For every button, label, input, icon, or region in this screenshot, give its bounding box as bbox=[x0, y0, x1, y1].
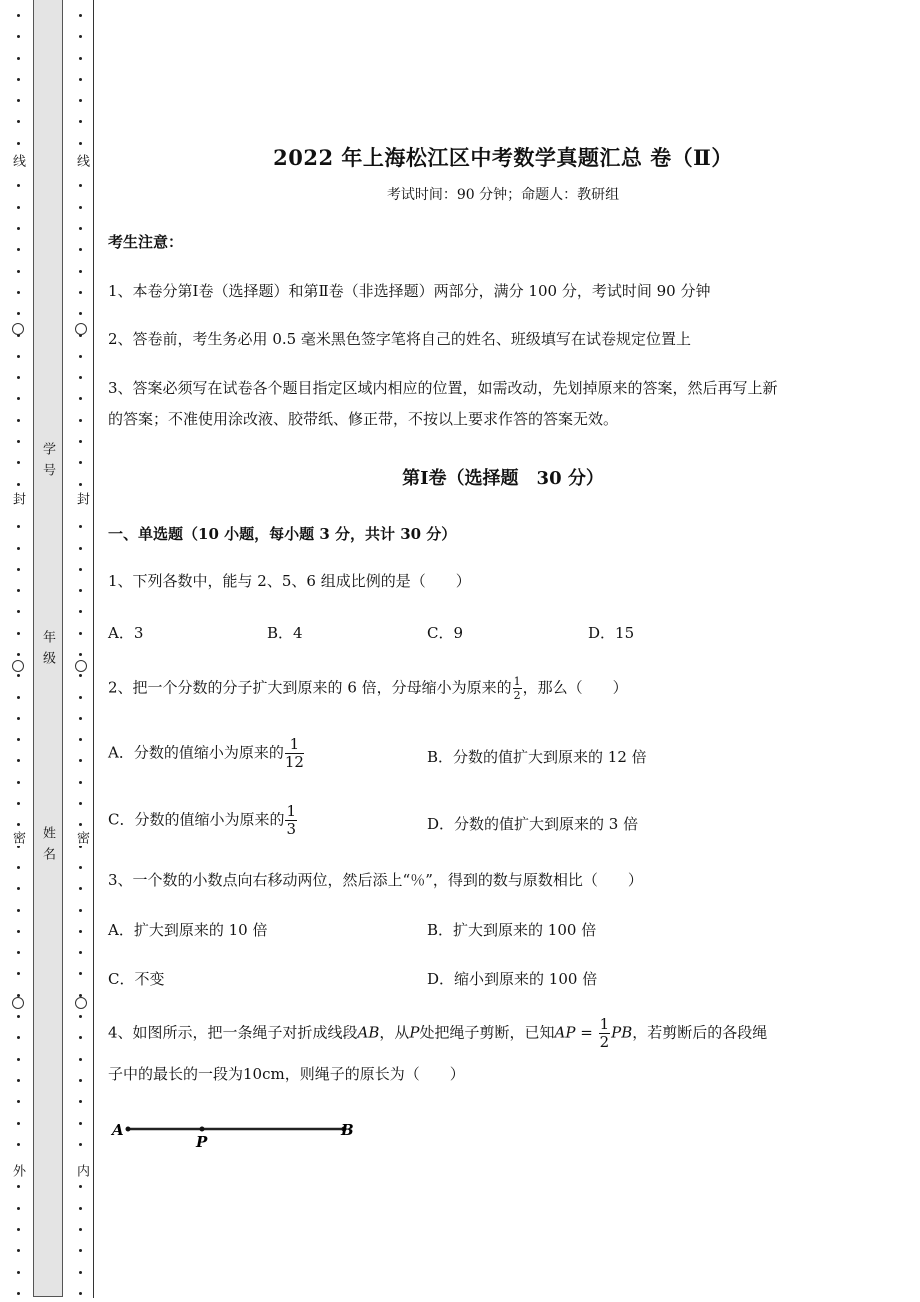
question-2-stem bbox=[108, 676, 628, 701]
margin-dot bbox=[79, 610, 82, 613]
q2-option-c bbox=[108, 804, 298, 837]
margin-dot bbox=[79, 696, 82, 699]
q4-text-2: ，从 bbox=[379, 1023, 410, 1042]
q2-option-a-text: A．分数的值缩小为原来的 bbox=[108, 743, 284, 762]
outer-label-wai: 外 bbox=[10, 1164, 25, 1177]
margin-dot bbox=[17, 14, 20, 17]
margin-dot bbox=[79, 227, 82, 230]
margin-dot bbox=[79, 142, 82, 145]
page-title: 2022 年上海松江区中考数学真题汇总 卷（Ⅱ） bbox=[273, 145, 733, 170]
margin-dot bbox=[79, 909, 82, 912]
margin-dot bbox=[79, 653, 82, 656]
margin-dot bbox=[17, 525, 20, 528]
inner-circle-3 bbox=[75, 997, 87, 1009]
margin-dot bbox=[17, 759, 20, 762]
point-p-dot bbox=[200, 1127, 205, 1132]
margin-dot bbox=[17, 738, 20, 741]
outer-label-mi: 密 bbox=[10, 831, 25, 844]
margin-dot bbox=[17, 184, 20, 187]
margin-dot bbox=[79, 1143, 82, 1146]
label-b: B bbox=[341, 1121, 354, 1139]
q2-a-denominator: 12 bbox=[284, 753, 304, 771]
q4-text-1: 4、如图所示，把一条绳子对折成线段 bbox=[108, 1023, 358, 1042]
inner-circle-1 bbox=[75, 323, 87, 335]
q2-stem-fraction bbox=[513, 676, 522, 701]
margin-dot bbox=[79, 781, 82, 784]
outer-circle-3 bbox=[12, 997, 24, 1009]
margin-dot bbox=[79, 1185, 82, 1188]
label-a: A bbox=[112, 1121, 124, 1139]
margin-dot bbox=[17, 1249, 20, 1252]
margin-dot bbox=[79, 972, 82, 975]
margin-dot bbox=[79, 674, 82, 677]
outer-label-xian: 线 bbox=[10, 154, 25, 167]
q2-option-a bbox=[108, 737, 305, 770]
q1-option-d: D．15 bbox=[588, 624, 635, 642]
margin-dot bbox=[79, 568, 82, 571]
margin-dot bbox=[79, 248, 82, 251]
outer-circle-1 bbox=[12, 323, 24, 335]
margin-dot bbox=[79, 1207, 82, 1210]
q2-stem-tail: ，那么（ ） bbox=[522, 678, 628, 697]
margin-dot bbox=[17, 291, 20, 294]
margin-dot bbox=[79, 887, 82, 890]
margin-dot bbox=[17, 547, 20, 550]
q4-point-p: P bbox=[409, 1023, 420, 1042]
margin-dot bbox=[17, 1015, 20, 1018]
outer-label-feng: 封 bbox=[10, 492, 25, 505]
notice-item-1: 1、本卷分第Ⅰ卷（选择题）和第Ⅱ卷（非选择题）两部分，满分 100 分，考试时间 90 分钟 bbox=[108, 282, 711, 300]
exam-info: 考试时间：90 分钟；命题人：教研组 bbox=[386, 187, 620, 203]
inner-label-feng: 封 bbox=[74, 492, 89, 505]
margin-dot bbox=[79, 1100, 82, 1103]
inner-dot-column bbox=[74, 0, 89, 1302]
margin-dot bbox=[79, 1228, 82, 1231]
margin-dot bbox=[79, 14, 82, 17]
inner-circle-2 bbox=[75, 660, 87, 672]
q1-option-a: A．3 bbox=[108, 624, 144, 642]
q4-fraction bbox=[599, 1017, 611, 1050]
q2-option-a-fraction bbox=[285, 737, 304, 770]
margin-dot bbox=[17, 717, 20, 720]
part-heading: 一、单选题（10 小题，每小题 3 分，共计 30 分） bbox=[108, 525, 457, 543]
margin-dot bbox=[17, 461, 20, 464]
margin-dot bbox=[17, 972, 20, 975]
margin-dot bbox=[17, 802, 20, 805]
margin-dot bbox=[17, 312, 20, 315]
label-p: P bbox=[196, 1133, 208, 1151]
margin-dot bbox=[17, 270, 20, 273]
point-a-dot bbox=[126, 1127, 131, 1132]
q4-text-3: 处把绳子剪断，已知 bbox=[419, 1023, 555, 1042]
margin-dot bbox=[79, 1058, 82, 1061]
q2-stem-text: 2、把一个分数的分子扩大到原来的 6 倍，分母缩小为原来的 bbox=[108, 678, 512, 697]
inner-label-nei: 内 bbox=[74, 1164, 89, 1177]
margin-dot bbox=[79, 270, 82, 273]
margin-dot bbox=[17, 823, 20, 826]
margin-dot bbox=[17, 866, 20, 869]
q2-option-c-text: C．分数的值缩小为原来的 bbox=[108, 810, 285, 829]
q3-option-a: A．扩大到原来的 10 倍 bbox=[108, 921, 268, 939]
q4-segment-ab: AB bbox=[357, 1023, 380, 1042]
margin-dot bbox=[79, 291, 82, 294]
margin-dot bbox=[17, 35, 20, 38]
margin-dot bbox=[17, 397, 20, 400]
inner-label-xian: 线 bbox=[74, 154, 89, 167]
margin-dot bbox=[17, 120, 20, 123]
margin-dot bbox=[79, 866, 82, 869]
margin-dot bbox=[79, 57, 82, 60]
margin-dot bbox=[17, 1079, 20, 1082]
q4-ap: AP bbox=[554, 1023, 576, 1042]
outer-dot-column bbox=[14, 0, 24, 1302]
q1-option-c: C．9 bbox=[427, 624, 464, 642]
notice-heading: 考生注意： bbox=[108, 233, 184, 251]
margin-dot bbox=[17, 440, 20, 443]
margin-dot bbox=[79, 632, 82, 635]
q3-option-b: B．扩大到原来的 100 倍 bbox=[427, 921, 597, 939]
margin-dot bbox=[79, 99, 82, 102]
margin-dot bbox=[17, 355, 20, 358]
margin-dot bbox=[17, 653, 20, 656]
margin-dot bbox=[17, 632, 20, 635]
margin-dot bbox=[79, 440, 82, 443]
margin-rule bbox=[93, 0, 94, 1298]
margin-dot bbox=[79, 1249, 82, 1252]
q2-option-b: B．分数的值扩大到原来的 12 倍 bbox=[427, 748, 647, 766]
margin-dot bbox=[17, 1122, 20, 1125]
margin-dot bbox=[79, 1292, 82, 1295]
band-label-student-id: 学号 bbox=[40, 442, 55, 484]
margin-dot bbox=[17, 419, 20, 422]
margin-dot bbox=[79, 1122, 82, 1125]
margin-dot bbox=[17, 1036, 20, 1039]
margin-dot bbox=[79, 1079, 82, 1082]
margin-dot bbox=[17, 930, 20, 933]
margin-dot bbox=[17, 1100, 20, 1103]
q2-c-numerator: 1 bbox=[286, 802, 297, 820]
margin-dot bbox=[17, 1271, 20, 1274]
question-3-stem: 3、一个数的小数点向右移动两位，然后添上“％”，得到的数与原数相比（ ） bbox=[108, 871, 643, 889]
outer-circle-2 bbox=[12, 660, 24, 672]
margin-dot bbox=[17, 781, 20, 784]
margin-dot bbox=[17, 483, 20, 486]
margin-dot bbox=[79, 717, 82, 720]
margin-dot bbox=[17, 248, 20, 251]
margin-dot bbox=[17, 57, 20, 60]
margin-dot bbox=[17, 206, 20, 209]
band-label-name: 姓名 bbox=[40, 826, 55, 868]
margin-dot bbox=[79, 206, 82, 209]
q3-option-c: C．不变 bbox=[108, 970, 165, 988]
margin-dot bbox=[17, 1185, 20, 1188]
q2-a-numerator: 1 bbox=[285, 737, 304, 754]
margin-dot bbox=[79, 35, 82, 38]
margin-dot bbox=[79, 419, 82, 422]
section-title: 第Ⅰ卷（选择题 30 分） bbox=[402, 468, 604, 489]
margin-dot bbox=[17, 1292, 20, 1295]
margin-dot bbox=[17, 78, 20, 81]
margin-dot bbox=[79, 759, 82, 762]
margin-dot bbox=[79, 738, 82, 741]
margin-dot bbox=[17, 589, 20, 592]
margin-dot bbox=[17, 1058, 20, 1061]
margin-dot bbox=[79, 1036, 82, 1039]
margin-dot bbox=[79, 802, 82, 805]
q1-option-b: B．4 bbox=[267, 624, 303, 642]
margin-dot bbox=[17, 227, 20, 230]
margin-dot bbox=[79, 312, 82, 315]
margin-dot bbox=[17, 1143, 20, 1146]
margin-dot bbox=[17, 1207, 20, 1210]
q2-option-c-fraction bbox=[285, 804, 297, 837]
margin-dot bbox=[79, 525, 82, 528]
margin-dot bbox=[79, 483, 82, 486]
margin-dot bbox=[79, 184, 82, 187]
margin-dot bbox=[79, 589, 82, 592]
q4-text-4: ，若剪断后的各段绳 bbox=[632, 1023, 768, 1042]
margin-dot bbox=[17, 376, 20, 379]
margin-dot bbox=[79, 547, 82, 550]
q2-option-d: D．分数的值扩大到原来的 3 倍 bbox=[427, 815, 639, 833]
margin-dot bbox=[79, 376, 82, 379]
question-4-stem-line-2: 子中的最长的一段为10cm，则绳子的原长为（ ） bbox=[108, 1065, 465, 1083]
q4-segment-figure bbox=[108, 1115, 368, 1155]
q4-equals: = bbox=[575, 1023, 598, 1042]
q4-frac-numerator: 1 bbox=[599, 1015, 610, 1033]
q4-pb: PB bbox=[611, 1023, 633, 1042]
binding-margin bbox=[0, 0, 100, 1302]
margin-dot bbox=[17, 610, 20, 613]
margin-dot bbox=[17, 568, 20, 571]
margin-dot bbox=[17, 674, 20, 677]
band-label-grade: 年级 bbox=[40, 630, 55, 672]
question-1-stem: 1、下列各数中，能与 2、5、6 组成比例的是（ ） bbox=[108, 572, 471, 590]
margin-dot bbox=[79, 461, 82, 464]
margin-dot bbox=[79, 1015, 82, 1018]
margin-dot bbox=[17, 142, 20, 145]
q2-frac-denominator: 2 bbox=[513, 689, 521, 702]
q4-frac-denominator: 2 bbox=[599, 1033, 610, 1051]
margin-dot bbox=[79, 397, 82, 400]
notice-item-3-line-1: 3、答案必须写在试卷各个题目指定区域内相应的位置，如需改动，先划掉原来的答案，然后再写上新 bbox=[108, 379, 778, 397]
margin-dot bbox=[17, 696, 20, 699]
notice-item-2: 2、答卷前，考生务必用 0.5 毫米黑色签字笔将自己的姓名、班级填写在试卷规定位置上 bbox=[108, 330, 691, 348]
margin-dot bbox=[79, 930, 82, 933]
margin-dot bbox=[79, 355, 82, 358]
inner-label-mi: 密 bbox=[74, 831, 89, 844]
q3-option-d: D．缩小到原来的 100 倍 bbox=[427, 970, 598, 988]
margin-dot bbox=[17, 887, 20, 890]
margin-dot bbox=[17, 909, 20, 912]
notice-item-3-line-2: 的答案；不准使用涂改液、胶带纸、修正带，不按以上要求作答的答案无效。 bbox=[108, 410, 619, 428]
margin-dot bbox=[79, 78, 82, 81]
q2-frac-numerator: 1 bbox=[513, 675, 521, 688]
margin-dot bbox=[17, 951, 20, 954]
margin-dot bbox=[79, 120, 82, 123]
margin-dot bbox=[79, 951, 82, 954]
margin-dot bbox=[17, 99, 20, 102]
margin-dot bbox=[79, 1271, 82, 1274]
q2-c-denominator: 3 bbox=[286, 820, 297, 838]
question-4-stem-line-1 bbox=[108, 1017, 767, 1050]
margin-dot bbox=[79, 823, 82, 826]
margin-dot bbox=[17, 1228, 20, 1231]
